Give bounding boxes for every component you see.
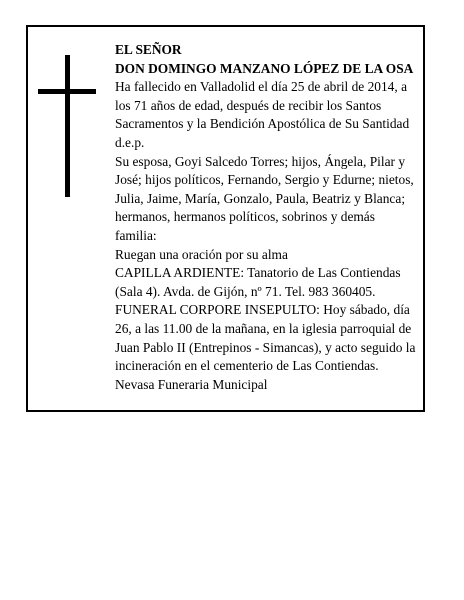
notice-line: hermanos, hermanos políticos, sobrinos y demás (115, 209, 375, 225)
cross-icon (38, 55, 96, 197)
notice-line: Ruegan una oración por su alma (115, 246, 288, 262)
notice-line: (Sala 4). Avda. de Gijón, nº 71. Tel. 983 360405. (115, 283, 376, 299)
notice-line: FUNERAL CORPORE INSEPULTO: Hoy sábado, día (115, 302, 410, 318)
notice-line: Ha fallecido en Valladolid el día 25 de abril de 2014, a (115, 79, 408, 95)
notice-line: Su esposa, Goyi Salcedo Torres; hijos, Ángela, Pilar y (115, 153, 406, 169)
obituary-notice (26, 25, 425, 412)
notice-line: d.e.p. (115, 134, 145, 150)
notice-line: Sacramentos y la Bendición Apostólica de Su Santidad (115, 116, 410, 132)
notice-line: Juan Pablo II (Entrepinos - Simancas), y acto seguido la (115, 339, 416, 355)
deceased-name: DON DOMINGO MANZANO LÓPEZ DE LA OSA (115, 60, 414, 76)
notice-line: CAPILLA ARDIENTE: Tanatorio de Las Contiendas (115, 265, 401, 281)
notice-line: los 71 años de edad, después de recibir los Santos (115, 97, 382, 113)
notice-title: EL SEÑOR (115, 42, 182, 57)
notice-line: Julia, Jaime, María, Gonzalo, Paula, Beatriz y Blanca; (115, 190, 406, 206)
notice-line: familia: (115, 227, 157, 243)
notice-line: Nevasa Funeraria Municipal (115, 376, 268, 392)
notice-line: José; hijos políticos, Fernando, Sergio y Edurne; nietos, (115, 172, 414, 188)
notice-line: 26, a las 11.00 de la mañana, en la iglesia parroquial de (115, 320, 412, 336)
cross-vertical-bar (65, 55, 70, 197)
notice-line: incineración en el cementerio de Las Contiendas. (115, 358, 379, 374)
cross-horizontal-bar (38, 89, 96, 94)
notice-text (115, 41, 421, 394)
